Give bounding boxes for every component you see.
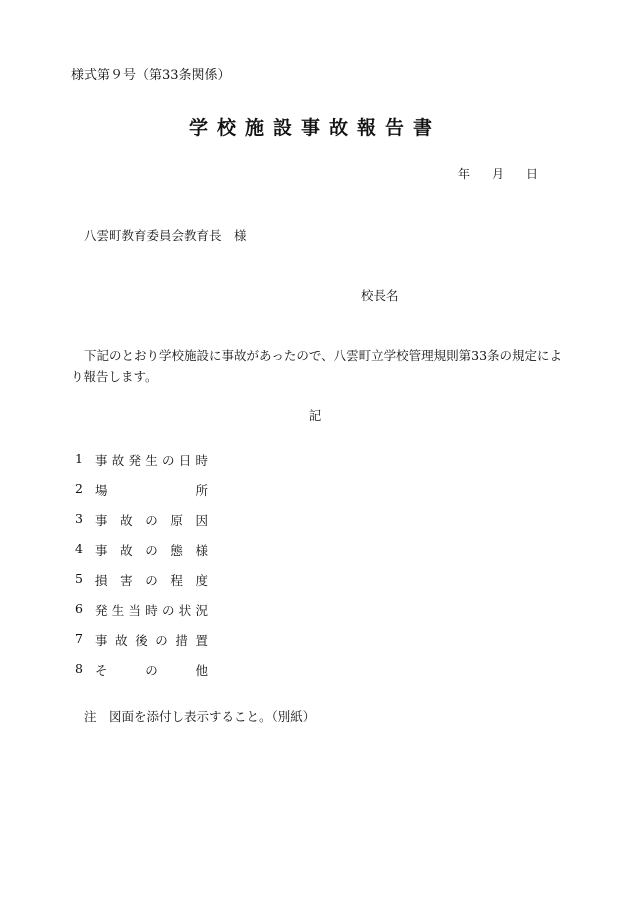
date-month: 月: [492, 167, 505, 181]
item-label: その他: [95, 663, 208, 678]
item-number: 4: [75, 541, 83, 556]
item-label: 場所: [95, 483, 208, 498]
item-label: 事故発生の日時: [95, 453, 208, 468]
document-title: 学校施設事故報告書: [188, 117, 441, 139]
form-number: 様式第９号（第33条関係）: [71, 68, 231, 83]
item-label: 事故の原因: [95, 513, 208, 528]
note-text: 注 図面を添付し表示すること。（別紙）: [84, 709, 316, 724]
item-label: 事故の態様: [95, 543, 208, 558]
item-number: 6: [75, 601, 83, 616]
item-label: 発生当時の状況: [95, 603, 208, 618]
date-year: 年: [458, 167, 471, 181]
item-number: 8: [75, 661, 83, 676]
principal-name-label: 校長名: [361, 288, 399, 303]
item-number: 2: [75, 481, 83, 496]
item-number: 3: [75, 511, 83, 526]
report-body-text: 下記のとおり学校施設に事故があったので、八雲町立学校管理規則第33条の規定により報告します。: [71, 348, 563, 384]
item-number: 7: [75, 631, 83, 646]
addressee: 八雲町教育委員会教育長 様: [84, 228, 247, 243]
date-day: 日: [526, 167, 539, 181]
item-label: 事故後の措置: [95, 633, 208, 648]
item-number: 1: [75, 451, 83, 466]
date-line: [458, 165, 538, 182]
item-label: 損害の程度: [95, 573, 208, 588]
ki-heading: 記: [308, 408, 322, 423]
item-number: 5: [75, 571, 83, 586]
